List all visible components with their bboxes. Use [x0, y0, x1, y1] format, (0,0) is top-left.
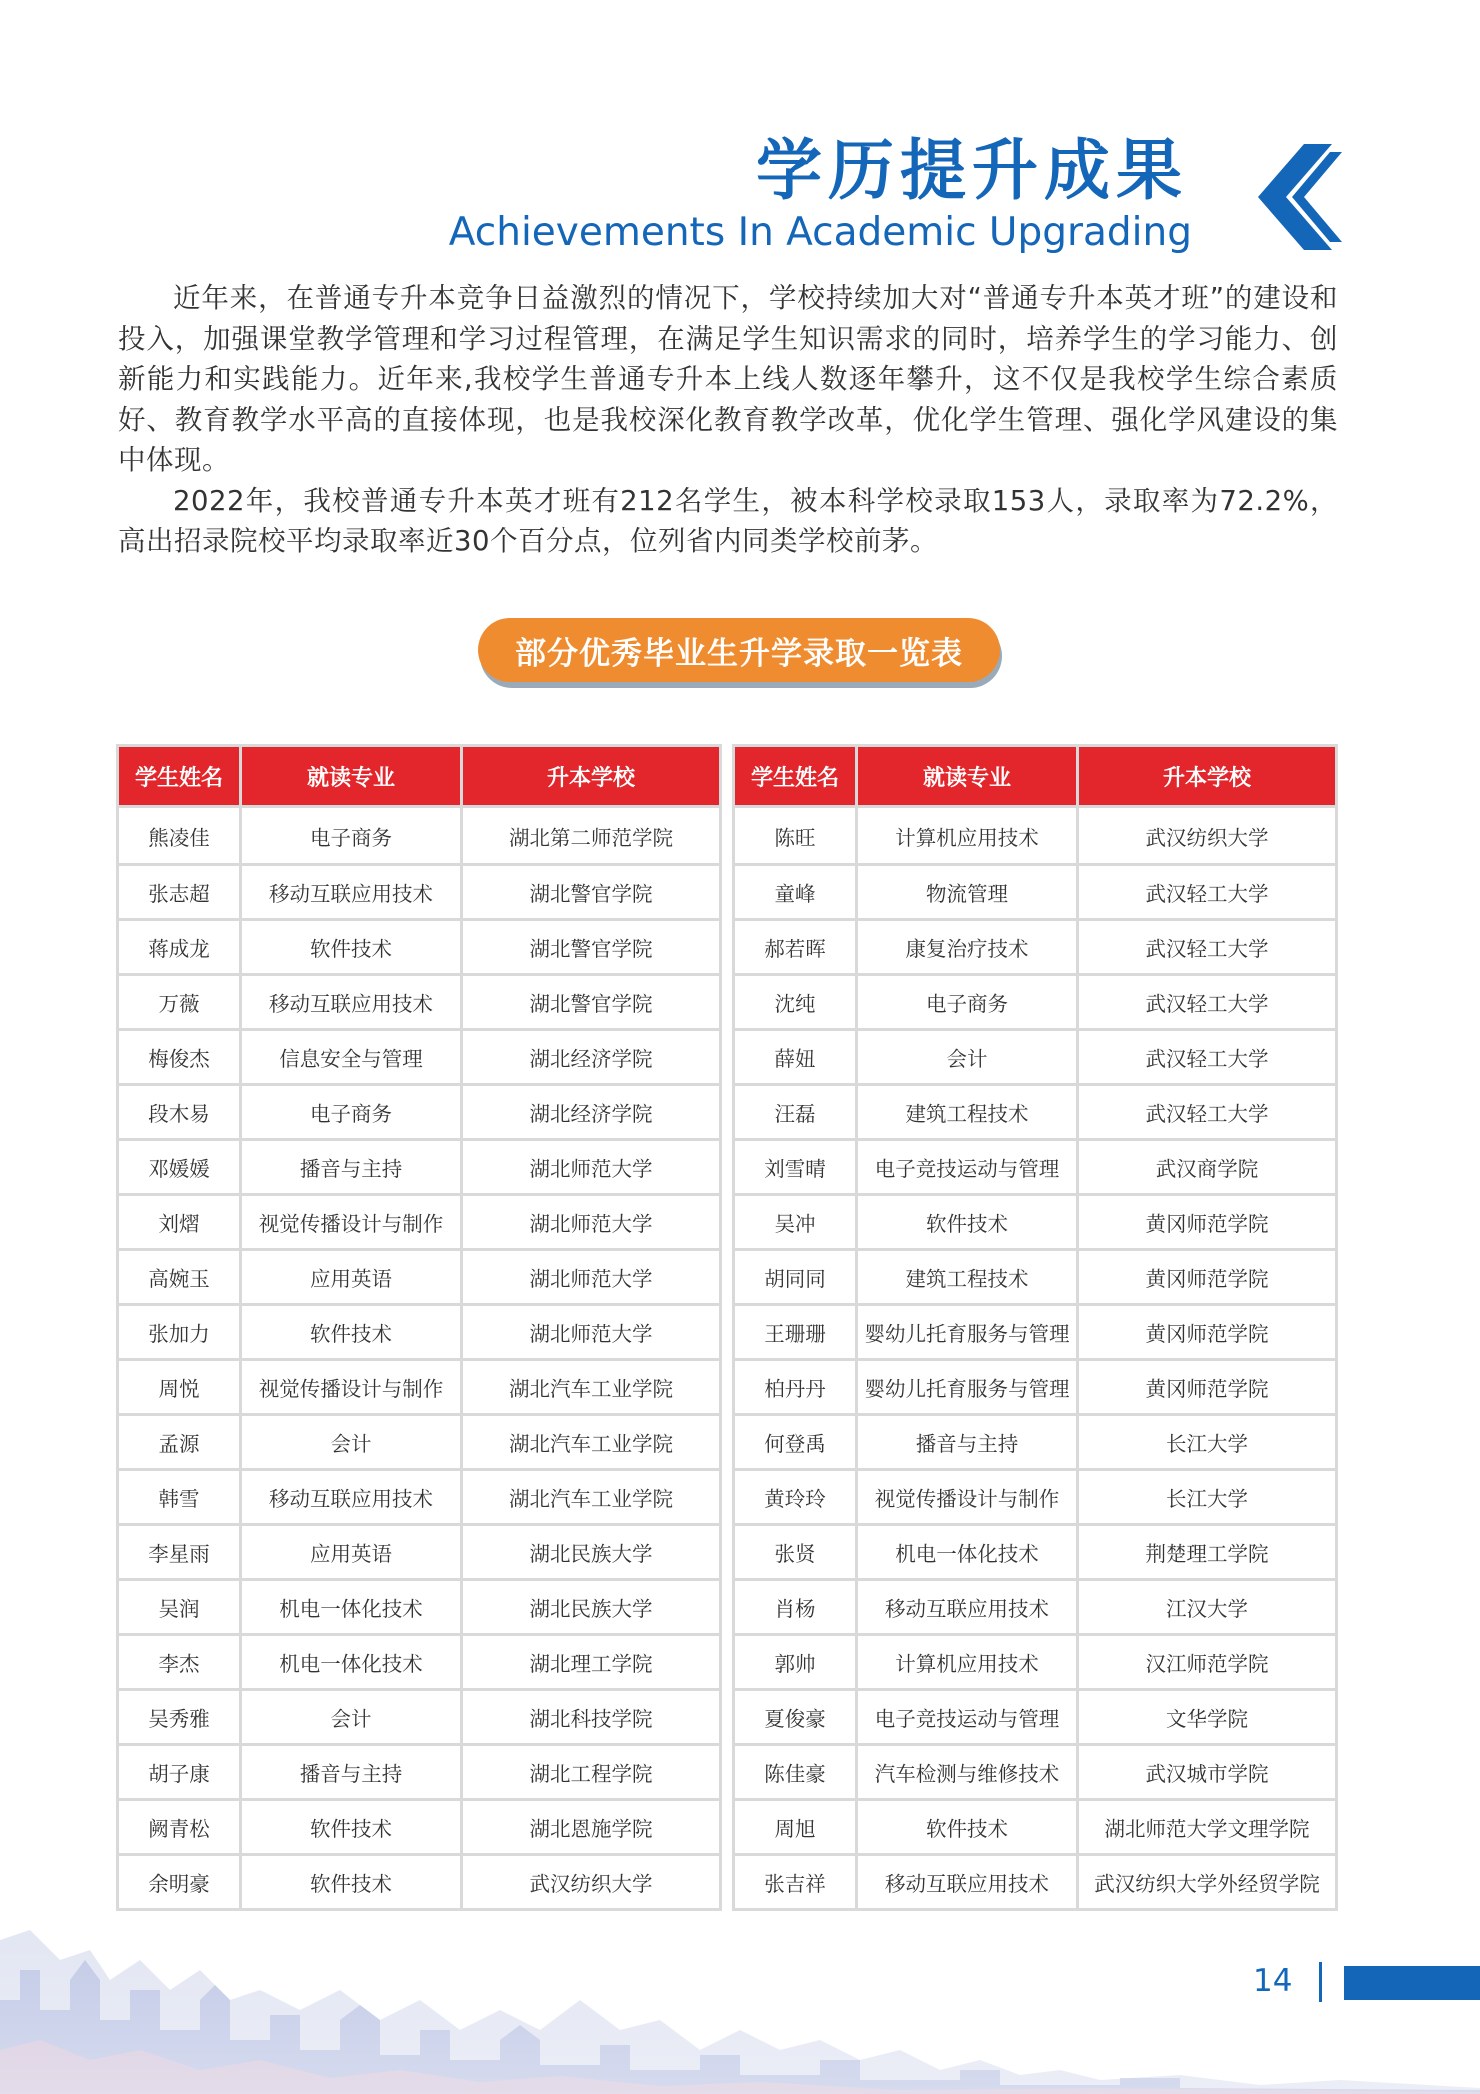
- major-cell: 婴幼儿托育服务与管理: [858, 1361, 1076, 1413]
- school-cell: 湖北师范大学: [463, 1141, 719, 1193]
- school-cell: 湖北师范大学: [463, 1196, 719, 1248]
- major-cell: 物流管理: [858, 866, 1076, 918]
- table-row: [735, 1581, 1335, 1633]
- page-corner-band: [1344, 1966, 1480, 2000]
- major-cell: 软件技术: [242, 921, 460, 973]
- student-name-cell: 薛妞: [735, 1031, 855, 1083]
- student-name-cell: 胡同同: [735, 1251, 855, 1303]
- student-name-cell: 何登禹: [735, 1416, 855, 1468]
- major-cell: 计算机应用技术: [858, 808, 1076, 863]
- table-row: [735, 1746, 1335, 1798]
- table-title-badge: 部分优秀毕业生升学录取一览表: [478, 618, 1000, 682]
- school-cell: 湖北汽车工业学院: [463, 1471, 719, 1523]
- student-name-cell: 张志超: [119, 866, 239, 918]
- school-cell: 武汉城市学院: [1079, 1746, 1335, 1798]
- table-row: [735, 1251, 1335, 1303]
- table-row: [735, 976, 1335, 1028]
- student-name-cell: 高婉玉: [119, 1251, 239, 1303]
- major-cell: 软件技术: [858, 1801, 1076, 1853]
- student-name-cell: 邓媛媛: [119, 1141, 239, 1193]
- student-name-cell: 黄玲玲: [735, 1471, 855, 1523]
- major-cell: 电子竞技运动与管理: [858, 1691, 1076, 1743]
- major-cell: 婴幼儿托育服务与管理: [858, 1306, 1076, 1358]
- school-cell: 湖北警官学院: [463, 866, 719, 918]
- intro-paragraph-1: 近年来，在普通专升本竞争日益激烈的情况下，学校持续加大对“普通专升本英才班”的建设和投入，加强课堂教学管理和学习过程管理，在满足学生知识需求的同时，培养学生的学习能力、创新能力和实践能力。近年来,我校学生普通专升本上线人数逐年攀升，这不仅是我校学生综合素质好、教育教学水平高的直接体现，也是我校深化教育教学改革，优化学生管理、强化学风建设的集中体现。: [118, 282, 1338, 476]
- table-row: [119, 1636, 719, 1688]
- school-cell: 武汉商学院: [1079, 1141, 1335, 1193]
- major-cell: 电子商务: [242, 1086, 460, 1138]
- table-row: [735, 1031, 1335, 1083]
- major-cell: 电子竞技运动与管理: [858, 1141, 1076, 1193]
- school-cell: 湖北科技学院: [463, 1691, 719, 1743]
- student-name-cell: 童峰: [735, 866, 855, 918]
- student-name-cell: 刘熠: [119, 1196, 239, 1248]
- student-name-cell: 李星雨: [119, 1526, 239, 1578]
- table-body-right: [735, 808, 1335, 1908]
- student-name-cell: 周旭: [735, 1801, 855, 1853]
- school-cell: 湖北恩施学院: [463, 1801, 719, 1853]
- major-cell: 应用英语: [242, 1251, 460, 1303]
- table-row: [735, 1801, 1335, 1853]
- major-cell: 软件技术: [242, 1801, 460, 1853]
- table-row: [735, 1141, 1335, 1193]
- student-name-cell: 周悦: [119, 1361, 239, 1413]
- student-name-cell: 孟源: [119, 1416, 239, 1468]
- school-cell: 长江大学: [1079, 1471, 1335, 1523]
- school-cell: 荆楚理工学院: [1079, 1526, 1335, 1578]
- table-row: [735, 1636, 1335, 1688]
- major-cell: 移动互联应用技术: [242, 976, 460, 1028]
- school-cell: 武汉轻工大学: [1079, 976, 1335, 1028]
- school-cell: 武汉纺织大学外经贸学院: [1079, 1856, 1335, 1908]
- table-row: [735, 1691, 1335, 1743]
- school-cell: 湖北师范大学: [463, 1251, 719, 1303]
- school-cell: 湖北师范大学文理学院: [1079, 1801, 1335, 1853]
- major-cell: 计算机应用技术: [858, 1636, 1076, 1688]
- page-subtitle: Achievements In Academic Upgrading: [448, 210, 1192, 255]
- column-header-school: 升本学校: [1079, 747, 1335, 805]
- major-cell: 播音与主持: [242, 1746, 460, 1798]
- student-name-cell: 张贤: [735, 1526, 855, 1578]
- major-cell: 软件技术: [242, 1856, 460, 1908]
- table-row: [735, 1471, 1335, 1523]
- major-cell: 移动互联应用技术: [242, 1471, 460, 1523]
- school-cell: 江汉大学: [1079, 1581, 1335, 1633]
- student-name-cell: 胡子康: [119, 1746, 239, 1798]
- student-name-cell: 陈佳豪: [735, 1746, 855, 1798]
- column-header-name: 学生姓名: [119, 747, 239, 805]
- school-cell: 武汉纺织大学: [463, 1856, 719, 1908]
- table-row: [119, 1086, 719, 1138]
- school-cell: 湖北民族大学: [463, 1581, 719, 1633]
- school-cell: 湖北汽车工业学院: [463, 1416, 719, 1468]
- major-cell: 汽车检测与维修技术: [858, 1746, 1076, 1798]
- school-cell: 黄冈师范学院: [1079, 1196, 1335, 1248]
- student-name-cell: 刘雪晴: [735, 1141, 855, 1193]
- school-cell: 湖北第二师范学院: [463, 808, 719, 863]
- table-row: [735, 1361, 1335, 1413]
- student-name-cell: 柏丹丹: [735, 1361, 855, 1413]
- major-cell: 信息安全与管理: [242, 1031, 460, 1083]
- table-row: [735, 1306, 1335, 1358]
- column-header-school: 升本学校: [463, 747, 719, 805]
- student-name-cell: 肖杨: [735, 1581, 855, 1633]
- school-cell: 汉江师范学院: [1079, 1636, 1335, 1688]
- table-row: [119, 1801, 719, 1853]
- student-name-cell: 余明豪: [119, 1856, 239, 1908]
- student-name-cell: 王珊珊: [735, 1306, 855, 1358]
- school-cell: 湖北警官学院: [463, 976, 719, 1028]
- student-name-cell: 陈旺: [735, 808, 855, 863]
- school-cell: 湖北工程学院: [463, 1746, 719, 1798]
- column-header-name: 学生姓名: [735, 747, 855, 805]
- table-row: [119, 1526, 719, 1578]
- student-name-cell: 万薇: [119, 976, 239, 1028]
- school-cell: 文华学院: [1079, 1691, 1335, 1743]
- school-cell: 湖北民族大学: [463, 1526, 719, 1578]
- school-cell: 黄冈师范学院: [1079, 1306, 1335, 1358]
- school-cell: 武汉纺织大学: [1079, 808, 1335, 863]
- double-chevron-left-icon: [1252, 144, 1342, 250]
- student-name-cell: 张加力: [119, 1306, 239, 1358]
- admission-table-left: [116, 744, 722, 1911]
- school-cell: 湖北经济学院: [463, 1031, 719, 1083]
- table-row: [735, 1416, 1335, 1468]
- student-name-cell: 阙青松: [119, 1801, 239, 1853]
- major-cell: 移动互联应用技术: [858, 1856, 1076, 1908]
- table-row: [119, 976, 719, 1028]
- student-name-cell: 郭帅: [735, 1636, 855, 1688]
- admission-table-right: [732, 744, 1338, 1911]
- student-name-cell: 李杰: [119, 1636, 239, 1688]
- student-name-cell: 汪磊: [735, 1086, 855, 1138]
- page-header: [0, 0, 1480, 260]
- major-cell: 电子商务: [242, 808, 460, 863]
- student-name-cell: 郝若晖: [735, 921, 855, 973]
- table-row: [119, 1581, 719, 1633]
- table-header-row: [119, 747, 719, 805]
- school-cell: 湖北理工学院: [463, 1636, 719, 1688]
- student-name-cell: 吴润: [119, 1581, 239, 1633]
- major-cell: 软件技术: [242, 1306, 460, 1358]
- table-row: [735, 866, 1335, 918]
- student-name-cell: 沈纯: [735, 976, 855, 1028]
- table-row: [735, 808, 1335, 863]
- school-cell: 武汉轻工大学: [1079, 1086, 1335, 1138]
- major-cell: 电子商务: [858, 976, 1076, 1028]
- table-header-row: [735, 747, 1335, 805]
- table-row: [119, 1746, 719, 1798]
- student-name-cell: 段木易: [119, 1086, 239, 1138]
- intro-paragraph-2: 2022年，我校普通专升本英才班有212名学生，被本科学校录取153人，录取率为72.2%，高出招录院校平均录取率近30个百分点，位列省内同类学校前茅。: [118, 484, 1338, 557]
- major-cell: 会计: [242, 1691, 460, 1743]
- table-row: [119, 1361, 719, 1413]
- table-row: [119, 1031, 719, 1083]
- major-cell: 移动互联应用技术: [858, 1581, 1076, 1633]
- major-cell: 会计: [242, 1416, 460, 1468]
- major-cell: 机电一体化技术: [242, 1636, 460, 1688]
- major-cell: 机电一体化技术: [858, 1526, 1076, 1578]
- school-cell: 武汉轻工大学: [1079, 921, 1335, 973]
- table-row: [119, 1196, 719, 1248]
- page-title: 学历提升成果: [756, 132, 1188, 209]
- student-name-cell: 张吉祥: [735, 1856, 855, 1908]
- page-number-divider: [1319, 1962, 1322, 2002]
- school-cell: 湖北汽车工业学院: [463, 1361, 719, 1413]
- page-number: 14: [1253, 1963, 1293, 1999]
- table-row: [119, 866, 719, 918]
- school-cell: 黄冈师范学院: [1079, 1251, 1335, 1303]
- school-cell: 黄冈师范学院: [1079, 1361, 1335, 1413]
- major-cell: 应用英语: [242, 1526, 460, 1578]
- major-cell: 软件技术: [858, 1196, 1076, 1248]
- major-cell: 建筑工程技术: [858, 1086, 1076, 1138]
- major-cell: 移动互联应用技术: [242, 866, 460, 918]
- student-name-cell: 韩雪: [119, 1471, 239, 1523]
- student-name-cell: 夏俊豪: [735, 1691, 855, 1743]
- table-row: [119, 1691, 719, 1743]
- student-name-cell: 吴秀雅: [119, 1691, 239, 1743]
- table-row: [119, 808, 719, 863]
- table-row: [119, 1471, 719, 1523]
- major-cell: 播音与主持: [242, 1141, 460, 1193]
- column-header-major: 就读专业: [858, 747, 1076, 805]
- school-cell: 武汉轻工大学: [1079, 1031, 1335, 1083]
- table-row: [735, 1526, 1335, 1578]
- major-cell: 建筑工程技术: [858, 1251, 1076, 1303]
- column-header-major: 就读专业: [242, 747, 460, 805]
- student-name-cell: 梅俊杰: [119, 1031, 239, 1083]
- intro-text: [118, 278, 1338, 562]
- table-row: [119, 1416, 719, 1468]
- table-row: [735, 1196, 1335, 1248]
- table-row: [119, 1141, 719, 1193]
- major-cell: 播音与主持: [858, 1416, 1076, 1468]
- major-cell: 视觉传播设计与制作: [242, 1361, 460, 1413]
- table-body-left: [119, 808, 719, 1908]
- major-cell: 机电一体化技术: [242, 1581, 460, 1633]
- school-cell: 长江大学: [1079, 1416, 1335, 1468]
- school-cell: 湖北经济学院: [463, 1086, 719, 1138]
- student-name-cell: 熊凌佳: [119, 808, 239, 863]
- student-name-cell: 吴冲: [735, 1196, 855, 1248]
- school-cell: 武汉轻工大学: [1079, 866, 1335, 918]
- table-row: [735, 921, 1335, 973]
- major-cell: 康复治疗技术: [858, 921, 1076, 973]
- table-row: [119, 1306, 719, 1358]
- student-name-cell: 蒋成龙: [119, 921, 239, 973]
- school-cell: 湖北警官学院: [463, 921, 719, 973]
- table-row: [119, 921, 719, 973]
- major-cell: 会计: [858, 1031, 1076, 1083]
- major-cell: 视觉传播设计与制作: [242, 1196, 460, 1248]
- school-cell: 湖北师范大学: [463, 1306, 719, 1358]
- table-row: [735, 1086, 1335, 1138]
- table-row: [119, 1251, 719, 1303]
- major-cell: 视觉传播设计与制作: [858, 1471, 1076, 1523]
